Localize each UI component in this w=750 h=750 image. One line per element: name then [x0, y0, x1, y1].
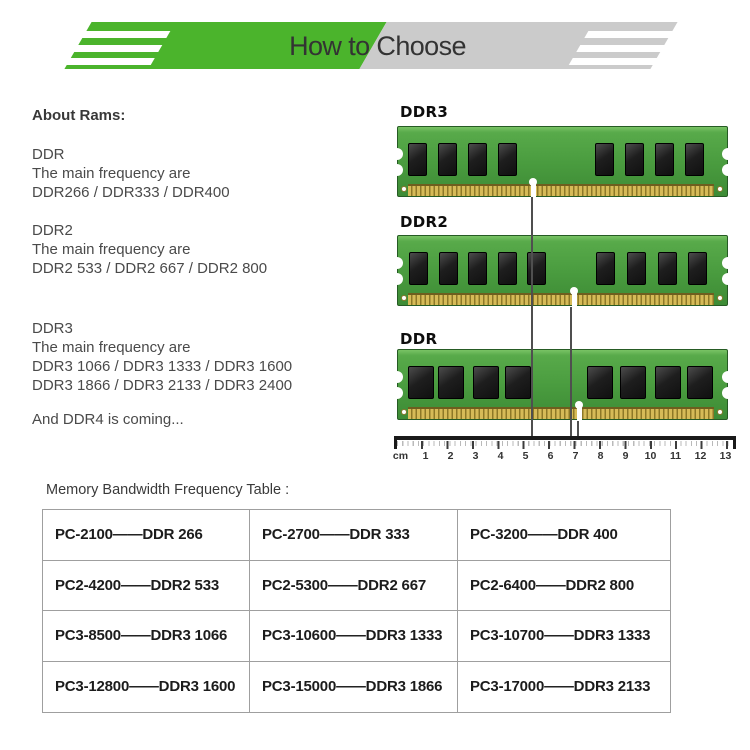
mount-hole — [401, 295, 407, 301]
ruler-label: 11 — [669, 450, 682, 462]
memory-chip — [655, 366, 681, 399]
table-cell: PC2-6400——DDR2 800 — [458, 561, 670, 612]
gold-pins — [408, 184, 714, 196]
section-text: The main frequency are — [32, 241, 191, 258]
banner-stripe — [569, 58, 665, 65]
about-footer: And DDR4 is coming... — [32, 411, 184, 428]
ruler-label: 10 — [644, 450, 657, 462]
ruler-label: 2 — [447, 450, 454, 462]
banner-stripe — [74, 31, 170, 38]
memory-chip — [409, 252, 428, 285]
section-text: DDR2 533 / DDR2 667 / DDR2 800 — [32, 260, 268, 277]
memory-chip — [527, 252, 546, 285]
mount-hole — [717, 295, 723, 301]
pin-notch-dot — [575, 401, 583, 409]
memory-chip — [620, 366, 646, 399]
memory-chip — [505, 366, 531, 399]
table-cell: PC3-10700——DDR3 1333 — [458, 611, 670, 662]
edge-cutout — [722, 148, 734, 160]
ruler-label: 5 — [522, 450, 529, 462]
banner-title: How to Choose — [289, 31, 466, 61]
edge-cutout — [722, 371, 734, 383]
pin-notch-dot — [529, 178, 537, 186]
edge-cutout — [391, 371, 403, 383]
table-cell: PC-3200——DDR 400 — [458, 510, 670, 561]
section-ddr3 — [32, 319, 292, 395]
memory-chip — [688, 252, 707, 285]
section-ddr — [32, 145, 230, 202]
memory-chip — [596, 252, 615, 285]
gold-pins — [408, 293, 714, 305]
ruler-labels — [388, 450, 738, 462]
section-ddr2 — [32, 221, 267, 278]
mount-hole — [401, 409, 407, 415]
ruler-label: 1 — [422, 450, 429, 462]
table-cell: PC3-8500——DDR3 1066 — [43, 611, 250, 662]
memory-chip — [438, 366, 464, 399]
edge-cutout — [722, 387, 734, 399]
ruler-label: 13 — [719, 450, 732, 462]
ruler-label: 4 — [497, 450, 504, 462]
memory-chip — [655, 143, 674, 176]
edge-cutout — [722, 164, 734, 176]
about-heading: About Rams: — [32, 107, 126, 124]
edge-cutout — [722, 257, 734, 269]
notch-pointer-line — [577, 421, 579, 437]
pin-notch-dot — [570, 287, 578, 295]
ruler-major-ticks — [421, 441, 729, 449]
memory-chip — [439, 252, 458, 285]
ruler-label: 3 — [472, 450, 479, 462]
memory-chip — [468, 252, 487, 285]
edge-cutout — [391, 164, 403, 176]
table-cell: PC-2100——DDR 266 — [43, 510, 250, 561]
edge-cutout — [722, 273, 734, 285]
memory-chip — [595, 143, 614, 176]
banner-stripe — [577, 45, 673, 52]
table-cell: PC3-10600——DDR3 1333 — [250, 611, 458, 662]
stick-label-ddr3: DDR3 — [400, 103, 449, 121]
ruler-label: cm — [392, 450, 409, 462]
ruler-label: 9 — [622, 450, 629, 462]
banner-stripe — [59, 58, 155, 65]
ram-stick-ddr2 — [397, 235, 728, 306]
notch-pointer-line — [570, 307, 572, 437]
table-cell: PC2-4200——DDR2 533 — [43, 561, 250, 612]
banner-stripe — [67, 45, 163, 52]
edge-cutout — [391, 387, 403, 399]
memory-chip — [658, 252, 677, 285]
memory-chip — [685, 143, 704, 176]
ruler-label: 12 — [694, 450, 707, 462]
table-cell: PC3-17000——DDR3 2133 — [470, 678, 651, 696]
banner-stripe — [584, 31, 680, 38]
memory-chip — [473, 366, 499, 399]
ruler-label: 7 — [572, 450, 579, 462]
table-title: Memory Bandwidth Frequency Table : — [46, 482, 290, 498]
table-cell: PC3-15000——DDR3 1866 — [250, 662, 458, 713]
section-text: DDR3 1866 / DDR3 2133 / DDR3 2400 — [32, 377, 293, 394]
memory-chip — [438, 143, 457, 176]
stick-label-ddr: DDR — [400, 330, 438, 348]
mount-hole — [717, 186, 723, 192]
mount-hole — [401, 186, 407, 192]
memory-chip — [468, 143, 487, 176]
edge-cutout — [391, 257, 403, 269]
section-title: DDR — [32, 146, 65, 163]
memory-chip — [587, 366, 613, 399]
memory-chip — [627, 252, 646, 285]
mount-hole — [717, 409, 723, 415]
section-title: DDR3 — [32, 320, 73, 337]
section-text: DDR3 1066 / DDR3 1333 / DDR3 1600 — [32, 358, 293, 375]
section-title: DDR2 — [32, 222, 73, 239]
notch-pointer-line — [531, 197, 533, 437]
section-text: DDR266 / DDR333 / DDR400 — [32, 184, 230, 201]
memory-chip — [498, 143, 517, 176]
edge-cutout — [391, 148, 403, 160]
memory-chip — [408, 366, 434, 399]
stick-label-ddr2: DDR2 — [400, 213, 449, 231]
gold-pins — [408, 407, 714, 419]
ram-stick-ddr3 — [397, 126, 728, 197]
table-cell: PC-2700——DDR 333 — [250, 510, 458, 561]
ruler-label: 8 — [597, 450, 604, 462]
memory-chip — [625, 143, 644, 176]
section-text: The main frequency are — [32, 339, 191, 356]
edge-cutout — [391, 273, 403, 285]
section-text: The main frequency are — [32, 165, 191, 182]
table-cell: PC3-12800——DDR3 1600 — [43, 662, 250, 713]
ruler-label: 6 — [547, 450, 554, 462]
memory-chip — [498, 252, 517, 285]
frequency-table — [42, 509, 671, 713]
table-cell: PC2-5300——DDR2 667 — [250, 561, 458, 612]
memory-chip — [408, 143, 427, 176]
ram-stick-ddr — [397, 349, 728, 420]
memory-chip — [687, 366, 713, 399]
